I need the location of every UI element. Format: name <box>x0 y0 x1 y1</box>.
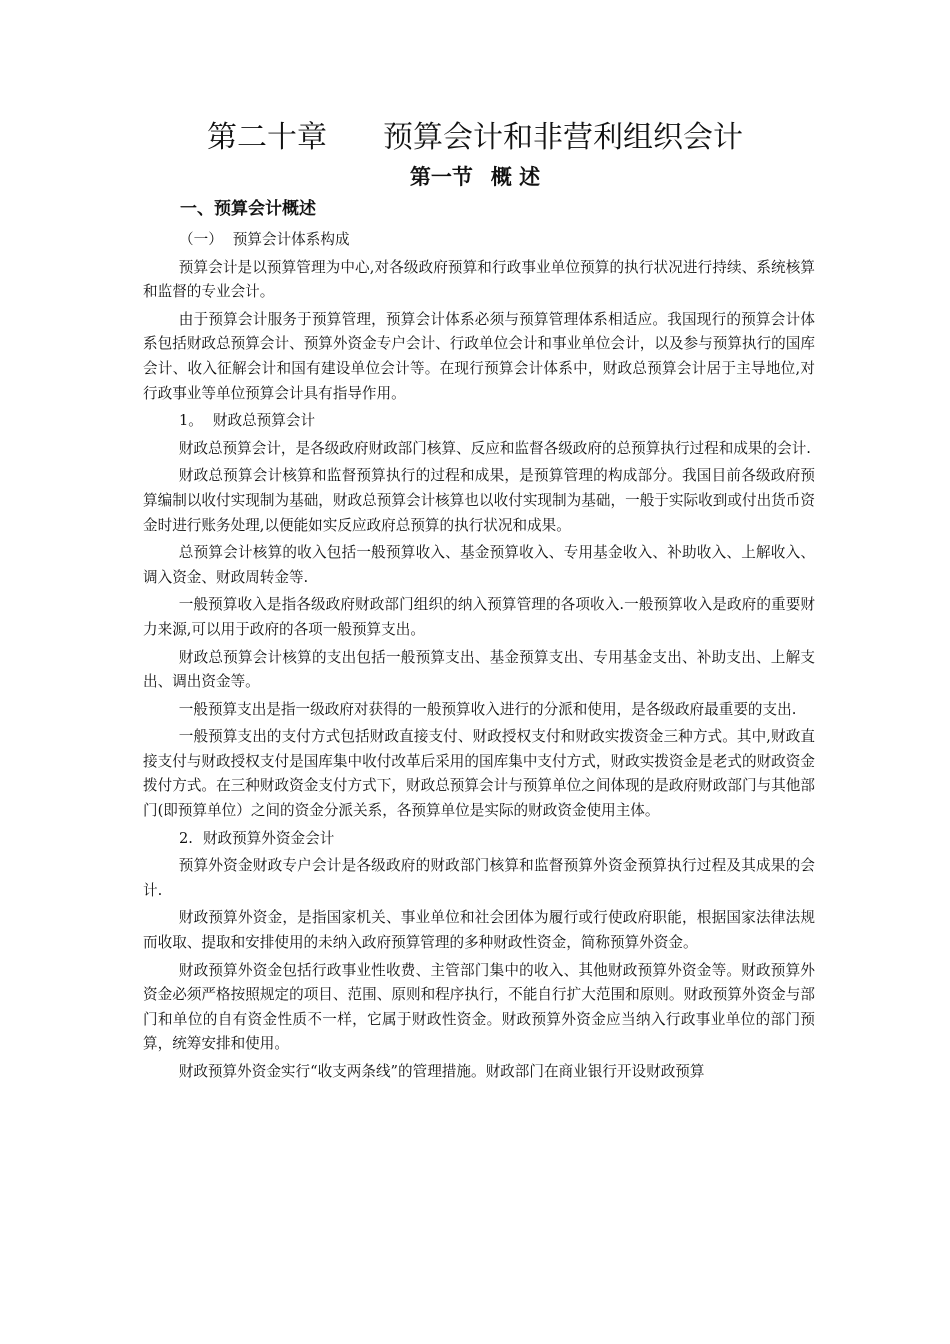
paragraph: 财政预算外资金实行“收支两条线”的管理措施。财政部门在商业银行开设财政预算 <box>178 1063 705 1080</box>
subheading-text: 预算会计体系构成 <box>232 231 350 248</box>
paragraph: 一般预算收入是指各级政府财政部门组织的纳入预算管理的各项收入.一般预算收入是政府的重要财力来源,可以用于政府的各项一般预算支出。 <box>143 596 815 638</box>
chapter-number: 第二十章 <box>207 120 327 155</box>
subheading-marker: 1。 <box>179 412 203 430</box>
subheading-extra-budget-accounting <box>143 827 815 852</box>
subheading-marker: （一） <box>179 231 223 248</box>
chapter-title <box>0 118 950 158</box>
chapter-name: 预算会计和非营利组织会计 <box>383 120 743 155</box>
section-title <box>0 162 950 192</box>
subheading-system-composition <box>143 228 815 253</box>
paragraph: 预算会计是以预算管理为中心,对各级政府预算和行政事业单位预算的执行状况进行持续、系统核算和监督的专业会计。 <box>143 258 815 301</box>
paragraph: 财政预算外资金包括行政事业性收费、主管部门集中的收入、其他财政预算外资金等。财政预算外资金必须严格按照规定的项目、范围、原则和程序执行，不能自行扩大范围和原则。财政预算外资金与部门和单位的自有资金性质不一样，它属于财政性资金。财政预算外资金应当纳入行政事业单位的部门预算，统筹安排和使用。 <box>143 961 815 1053</box>
paragraph: 预算外资金财政专户会计是各级政府的财政部门核算和监督预算外资金预算执行过程及其成果的会计. <box>143 857 815 899</box>
paragraph: 一般预算支出的支付方式包括财政直接支付、财政授权支付和财政实拨资金三种方式。其中,财政直接支付与财政授权支付是国库集中收付改革后采用的国库集中支付方式，财政实拨资金是老式的财政资金拨付方式。在三种财政资金支付方式下，财政总预算会计与预算单位之间体现的是政府财政部门与其他部门(即预算单位）之间的资金分派关系，各预算单位是实际的财政资金使用主体。 <box>143 728 815 820</box>
subheading-marker: 2. <box>179 829 193 847</box>
body-text <box>143 228 815 1088</box>
subheading-text: 财政总预算会计 <box>212 412 316 430</box>
subheading-text: 财政预算外资金会计 <box>202 829 335 847</box>
paragraph: 总预算会计核算的收入包括一般预算收入、基金预算收入、专用基金收入、补助收入、上解收入、调入资金、财政周转金等. <box>143 544 815 586</box>
heading-budget-accounting-overview: 一、预算会计概述 <box>180 199 316 219</box>
paragraph: 财政总预算会计核算和监督预算执行的过程和成果，是预算管理的构成部分。我国目前各级政府预算编制以收付实现制为基础，财政总预算会计核算也以收付实现制为基础，一般于实际收到或付出货币资金时进行账务处理,以便能如实反应政府总预算的执行状况和成果。 <box>143 467 815 534</box>
section-name: 概 述 <box>490 165 541 189</box>
paragraph: 一般预算支出是指一级政府对获得的一般预算收入进行的分派和使用，是各级政府最重要的支出. <box>178 700 797 718</box>
subheading-general-budget-accounting <box>143 409 815 434</box>
paragraph: 由于预算会计服务于预算管理，预算会计体系必须与预算管理体系相适应。我国现行的预算会计体系包括财政总预算会计、预算外资金专户会计、行政单位会计和事业单位会计，以及参与预算执行的国库会计、收入征解会计和国有建设单位会计等。在现行预算会计体系中，财政总预算会计居于主导地位,对行政事业等单位预算会计具有指导作用。 <box>143 310 815 402</box>
paragraph: 财政总预算会计核算的支出包括一般预算支出、基金预算支出、专用基金支出、补助支出、上解支出、调出资金等。 <box>143 648 815 691</box>
paragraph: 财政总预算会计，是各级政府财政部门核算、反应和监督各级政府的总预算执行过程和成果的会计. <box>178 439 811 457</box>
section-number: 第一节 <box>409 165 473 189</box>
paragraph: 财政预算外资金，是指国家机关、事业单位和社会团体为履行或行使政府职能，根据国家法律法规而收取、提取和安排使用的未纳入政府预算管理的多种财政性资金，简称预算外资金。 <box>143 909 815 952</box>
